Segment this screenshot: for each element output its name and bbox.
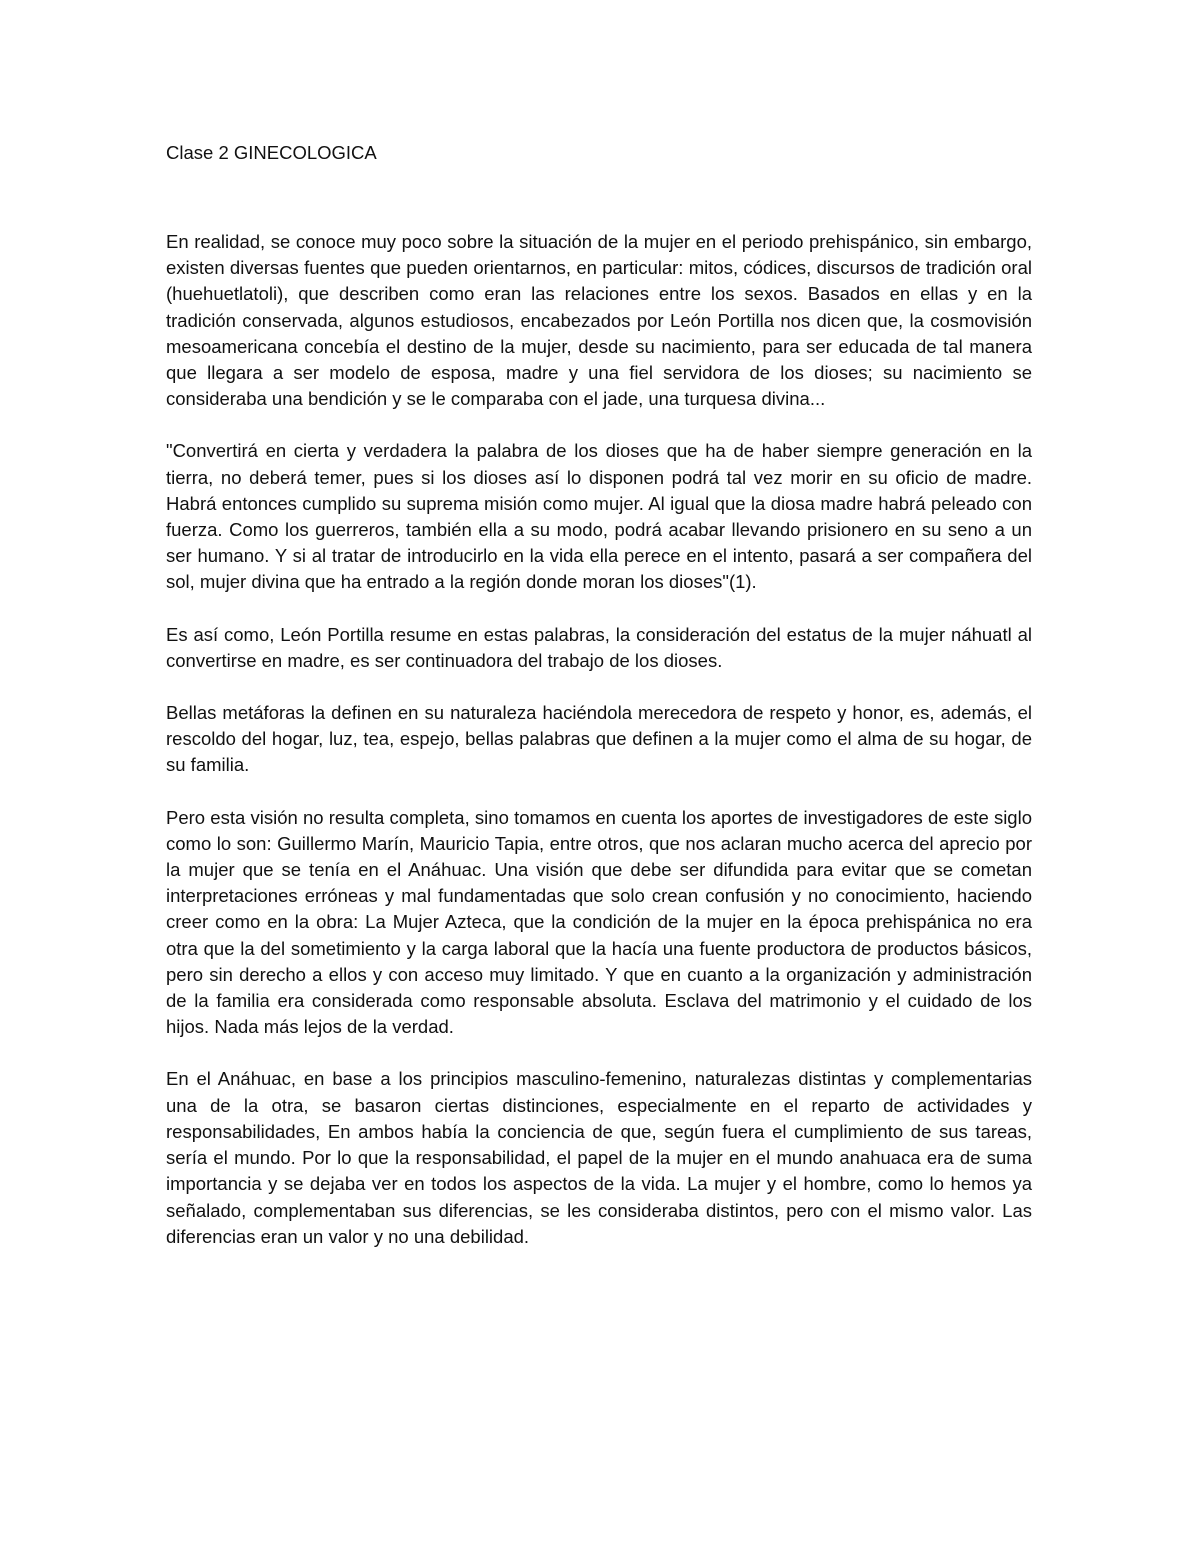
paragraph-intro: En realidad, se conoce muy poco sobre la situación de la mujer en el periodo prehispánico, sin embargo, existen diversas fuentes que pueden orientarnos, en particular: mitos, códices, discursos de tradición oral (huehuetlatoli), que describen como eran las relaciones entre los sexos. Basados en ellas y en la tradición conservada, algunos estudiosos, encabezados por León Portilla nos dicen que, la cosmovisión mesoamericana concebía el destino de la mujer, desde su nacimiento, para ser educada de tal manera que llegara a ser modelo de esposa, madre y una fiel servidora de los dioses; su nacimiento se consideraba una bendición y se le comparaba con el jade, una turquesa divina... bbox=[166, 231, 1032, 410]
document-page bbox=[166, 140, 1032, 1250]
paragraph-quote: "Convertirá en cierta y verdadera la palabra de los dioses que ha de haber siempre generación en la tierra, no deberá temer, pues si los dioses así lo disponen podrá tal vez morir en su oficio de madre. Habrá entonces cumplido su suprema misión como mujer. Al igual que la diosa madre habrá peleado con fuerza. Como los guerreros, también ella a su modo, podrá acabar llevando prisionero en su seno a un ser humano. Y si al tratar de introducirlo en la vida ella perece en el intento, pasará a ser compañera del sol, mujer divina que ha entrado a la región donde moran los dioses"(1). bbox=[166, 440, 1032, 593]
document-title: Clase 2 GINECOLOGICA bbox=[166, 142, 377, 163]
paragraph-metaphors: Bellas metáforas la definen en su naturaleza haciéndola merecedora de respeto y honor, es, además, el rescoldo del hogar, luz, tea, espejo, bellas palabras que definen a la mujer como el alma de su hogar, de su familia. bbox=[166, 702, 1032, 776]
paragraph-anahuac: En el Anáhuac, en base a los principios masculino-femenino, naturalezas distintas y complementarias una de la otra, se basaron ciertas distinciones, especialmente en el reparto de actividades y responsabilidades, En ambos había la conciencia de que, según fuera el cumplimiento de sus tareas, sería el mundo. Por lo que la responsabilidad, el papel de la mujer en el mundo anahuaca era de suma importancia y se dejaba ver en todos los aspectos de la vida. La mujer y el hombre, como lo hemos ya señalado, complementaban sus diferencias, se les consideraba distintos, pero con el mismo valor. Las diferencias eran un valor y no una debilidad. bbox=[166, 1068, 1032, 1247]
paragraph-investigators: Pero esta visión no resulta completa, sino tomamos en cuenta los aportes de investigadores de este siglo como lo son: Guillermo Marín, Mauricio Tapia, entre otros, que nos aclaran mucho acerca del aprecio por la mujer que se tenía en el Anáhuac. Una visión que debe ser difundida para evitar que se cometan interpretaciones erróneas y mal fundamentadas que solo crean confusión y no conocimiento, haciendo creer como en la obra: La Mujer Azteca, que la condición de la mujer en la época prehispánica no era otra que la del sometimiento y la carga laboral que la hacía una fuente productora de productos básicos, pero sin derecho a ellos y con acceso muy limitado. Y que en cuanto a la organización y administración de la familia era considerada como responsable absoluta. Esclava del matrimonio y el cuidado de los hijos. Nada más lejos de la verdad. bbox=[166, 806, 1032, 1038]
paragraph-portilla-summary: Es así como, León Portilla resume en estas palabras, la consideración del estatus de la mujer náhuatl al convertirse en madre, es ser continuadora del trabajo de los dioses. bbox=[166, 623, 1032, 671]
